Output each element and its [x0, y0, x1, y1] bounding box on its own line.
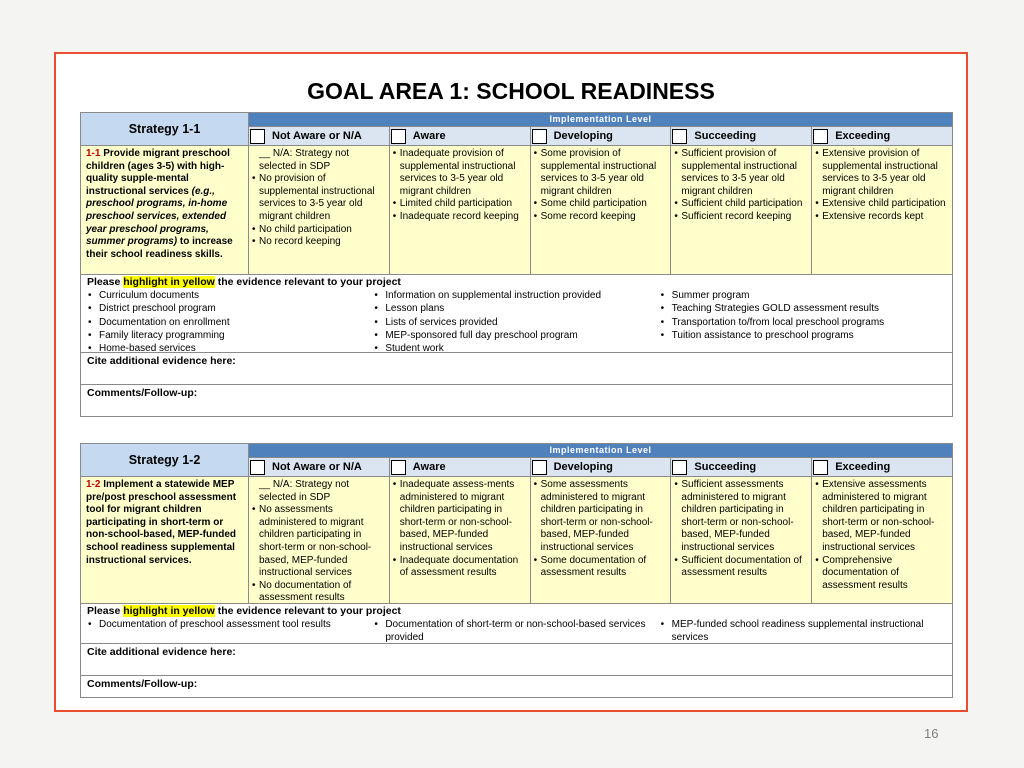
evidence-item[interactable]: • Information on supplemental instruction provided	[373, 289, 659, 302]
strategy-body-row	[81, 476, 952, 603]
level-not-aware: Not Aware or N/A	[249, 458, 389, 476]
evidence-item[interactable]: • Tuition assistance to preschool programs	[660, 329, 946, 342]
level-criterion: • Inadequate assess-ments administered to migrant children participating in short-term or non-school-based, MEP-funded instructional services	[393, 479, 527, 555]
level-cell-aware	[389, 146, 530, 274]
level-criterion: • Sufficient documentation of assessment results	[674, 555, 808, 580]
level-checkbox[interactable]	[672, 460, 687, 475]
level-criterion: • Limited child participation	[393, 198, 527, 211]
level-cell-exceeding	[811, 146, 952, 274]
level-criterion: • Some assessments administered to migrant children participating in short-term or non-school-based, MEP-funded instructional services	[534, 479, 668, 555]
level-cell-not-aware	[249, 477, 389, 603]
strategy-header	[81, 113, 952, 145]
strategy-number: 1-2	[86, 479, 101, 490]
strategy-body-row	[81, 145, 952, 274]
evidence-item[interactable]: • Family literacy programming	[87, 329, 373, 342]
implementation-level-header: Implementation Level	[249, 444, 952, 457]
evidence-item[interactable]: • Summer program	[660, 289, 946, 302]
level-criterion: • Some documentation of assessment results	[534, 555, 668, 580]
level-criterion: • Inadequate documentation of assessment results	[393, 555, 527, 580]
cite-evidence-field[interactable]: Cite additional evidence here:	[81, 352, 952, 384]
level-succeeding: Succeeding	[670, 458, 811, 476]
evidence-item[interactable]: • Documentation of short-term or non-school-based services provided	[373, 618, 659, 645]
level-developing: Developing	[530, 127, 671, 145]
evidence-section	[81, 274, 952, 355]
level-criterion: • No child participation	[252, 224, 386, 237]
level-checkbox[interactable]	[391, 460, 406, 475]
level-aware: Aware	[389, 458, 530, 476]
evidence-section	[81, 603, 952, 643]
level-criterion: • Extensive provision of supplemental instructional services to 3-5 year old migrant children	[815, 148, 949, 198]
evidence-item[interactable]: • Lesson plans	[373, 302, 659, 315]
evidence-item[interactable]: • Transportation to/from local preschool programs	[660, 316, 946, 329]
page-number: 16	[924, 726, 939, 741]
level-criterion: • No provision of supplemental instructional services to 3-5 year old migrant children	[252, 173, 386, 223]
level-criterion: • Extensive child participation	[815, 198, 949, 211]
level-criterion: • Some child participation	[534, 198, 668, 211]
evidence-item[interactable]: • MEP-funded school readiness supplemental instructional services	[660, 618, 946, 645]
evidence-item[interactable]: • Documentation of preschool assessment tool results	[87, 618, 373, 631]
level-checkbox[interactable]	[250, 460, 265, 475]
level-criterion: • No documentation of assessment results	[252, 580, 386, 605]
level-criterion: • No record keeping	[252, 236, 386, 249]
evidence-item[interactable]: • Student work	[373, 342, 659, 355]
level-criterion: • Inadequate provision of supplemental instructional services to 3-5 year old migrant children	[393, 148, 527, 198]
level-checkbox[interactable]	[672, 129, 687, 144]
strategy-label: Strategy 1-2	[81, 444, 249, 476]
strategy-label: Strategy 1-1	[81, 113, 249, 145]
level-checkbox[interactable]	[532, 129, 547, 144]
comments-field[interactable]: Comments/Follow-up:	[81, 675, 952, 697]
level-criterion: • Sufficient child participation	[674, 198, 808, 211]
level-criterion: • Sufficient record keeping	[674, 211, 808, 224]
level-criterion: • Some record keeping	[534, 211, 668, 224]
level-criterion: • Sufficient provision of supplemental instructional services to 3-5 year old migrant children	[674, 148, 808, 198]
evidence-instruction: Please highlight in yellow the evidence relevant to your project	[87, 605, 401, 617]
level-developing: Developing	[530, 458, 671, 476]
implementation-level-header: Implementation Level	[249, 113, 952, 126]
level-criterion: • Inadequate record keeping	[393, 211, 527, 224]
evidence-item[interactable]: • Documentation on enrollment	[87, 316, 373, 329]
level-header-row	[249, 126, 952, 145]
strategy-table	[80, 112, 953, 417]
evidence-item[interactable]: • MEP-sponsored full day preschool program	[373, 329, 659, 342]
level-checkbox[interactable]	[813, 129, 828, 144]
level-criterion: • Comprehensive documentation of assessment results	[815, 555, 949, 593]
level-criterion: __ N/A: Strategy not selected in SDP	[259, 148, 350, 172]
comments-field[interactable]: Comments/Follow-up:	[81, 384, 952, 417]
level-not-aware: Not Aware or N/A	[249, 127, 389, 145]
level-criterion: • Sufficient assessments administered to migrant children participating in short-term or non-school-based, MEP-funded instructional services	[674, 479, 808, 555]
goal-title: GOAL AREA 1: SCHOOL READINESS	[307, 78, 715, 104]
level-cell-developing	[530, 477, 671, 603]
evidence-item[interactable]: • Lists of services provided	[373, 316, 659, 329]
level-cell-succeeding	[670, 477, 811, 603]
evidence-instruction: Please highlight in yellow the evidence relevant to your project	[87, 276, 401, 288]
level-criterion: • Extensive assessments administered to migrant children participating in short-term or non-school-based, MEP-funded instructional services	[815, 479, 949, 555]
level-checkbox[interactable]	[813, 460, 828, 475]
strategy-description: 1-1 Provide migrant preschool children (ages 3-5) with high-quality supple-mental instructional services (e.g., preschool programs, in-home preschool services, extended year preschool programs, summer programs) to increase their school readiness skills.	[81, 146, 249, 274]
level-checkbox[interactable]	[391, 129, 406, 144]
level-criterion: __ N/A: Strategy not selected in SDP	[259, 479, 350, 503]
strategy-header	[81, 444, 952, 476]
strategy-number: 1-1	[86, 148, 101, 159]
level-aware: Aware	[389, 127, 530, 145]
evidence-item[interactable]: • Teaching Strategies GOLD assessment results	[660, 302, 946, 315]
evidence-item[interactable]: • Curriculum documents	[87, 289, 373, 302]
level-criterion: • Extensive records kept	[815, 211, 949, 224]
slide-frame	[54, 52, 968, 712]
level-checkbox[interactable]	[250, 129, 265, 144]
level-exceeding: Exceeding	[811, 458, 952, 476]
level-checkbox[interactable]	[532, 460, 547, 475]
evidence-item[interactable]: • Home-based services	[87, 342, 373, 355]
level-criterion: • No assessments administered to migrant children participating in short-term or non-school-based, MEP-funded instructional services	[252, 504, 386, 580]
level-criterion: • Some provision of supplemental instructional services to 3-5 year old migrant children	[534, 148, 668, 198]
level-succeeding: Succeeding	[670, 127, 811, 145]
cite-evidence-field[interactable]: Cite additional evidence here:	[81, 643, 952, 675]
level-cell-developing	[530, 146, 671, 274]
level-cell-aware	[389, 477, 530, 603]
level-exceeding: Exceeding	[811, 127, 952, 145]
level-cell-not-aware	[249, 146, 389, 274]
level-cell-exceeding	[811, 477, 952, 603]
strategy-description: 1-2 Implement a statewide MEP pre/post preschool assessment tool for migrant children participating in short-term or non-school-based, MEP-funded school readiness supplemental instructional services.	[81, 477, 249, 603]
level-header-row	[249, 457, 952, 476]
strategy-table	[80, 443, 953, 698]
level-cell-succeeding	[670, 146, 811, 274]
evidence-item[interactable]: • District preschool program	[87, 302, 373, 315]
